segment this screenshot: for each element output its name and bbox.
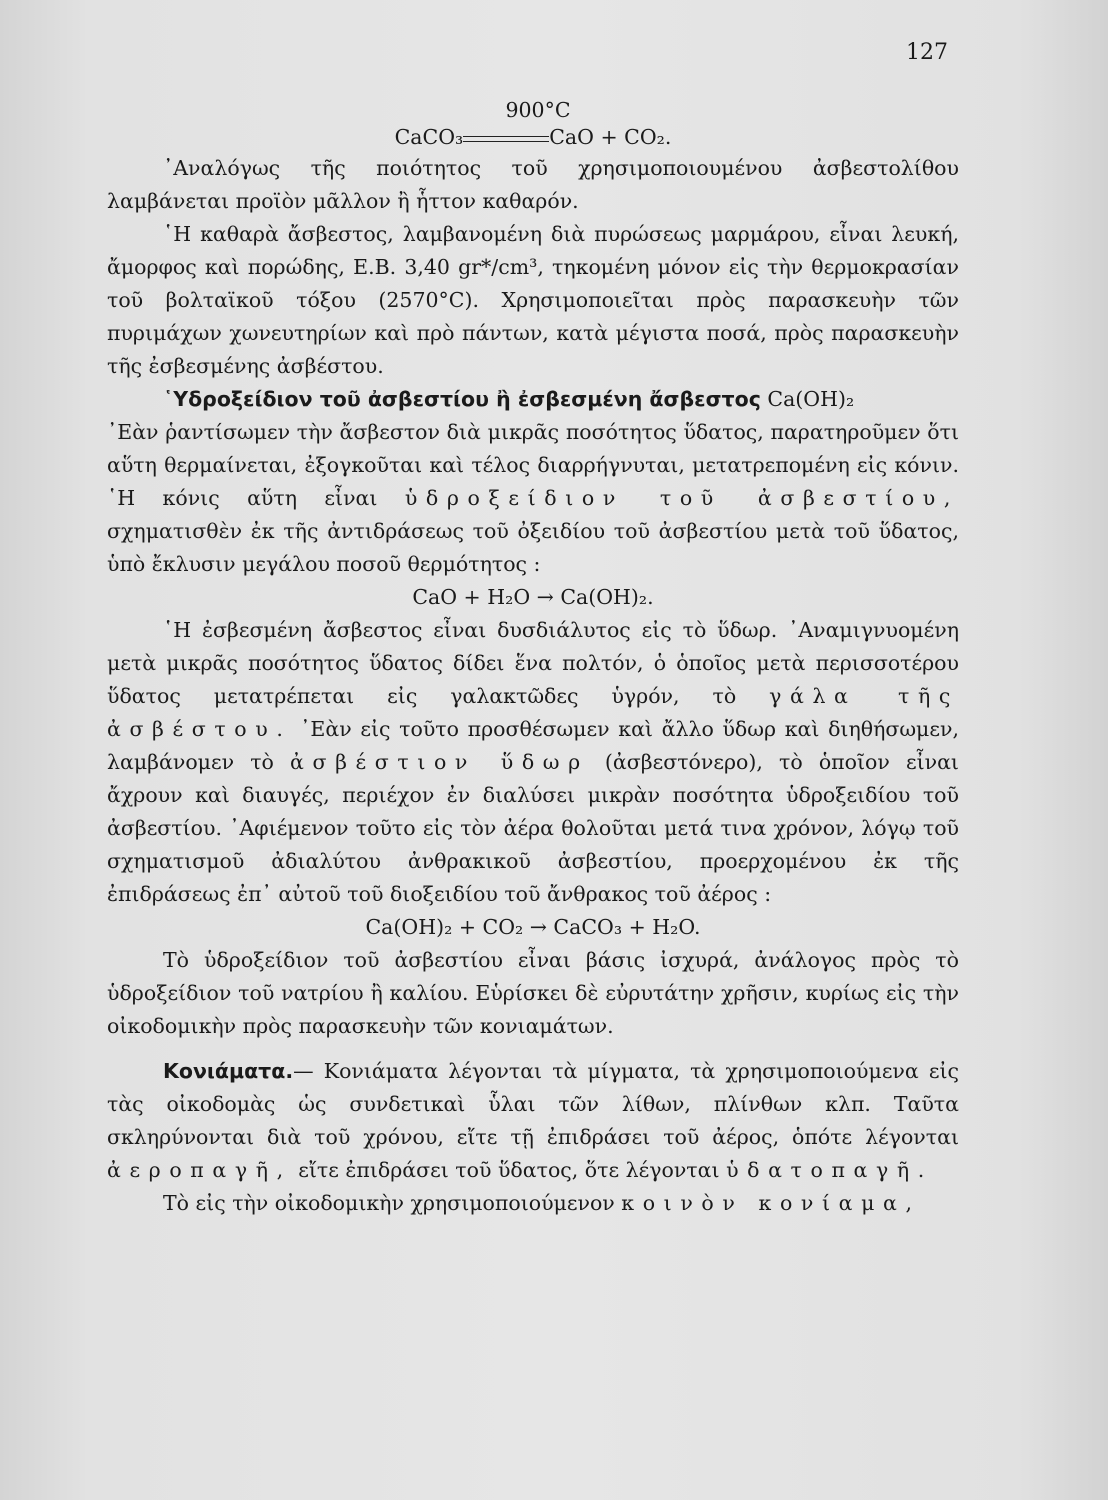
equation-left: CaCO₃ xyxy=(394,125,464,149)
paragraph-purity: ᾿Αναλόγως τῆς ποιότητος τοῦ χρησιμοποιουμένου ἀσβεστολίθου λαμβάνεται προϊὸν μᾶλλον ἢ ἧττον καθαρόν. xyxy=(107,156,959,213)
paragraph-pure-lime: ῾Η καθαρὰ ἄσβεστος, λαμβανομένη διὰ πυρώσεως μαρμάρου, εἶναι λευκή, ἄμορφος καὶ πορώδης, Ε.Β. 3,40 gr*/cm³, τηκομένη μόνον εἰς τὴν θερμοκρασίαν τοῦ βολταϊκοῦ τόξου (2570°C). Χρησιμοποιεῖται πρὸς παρασκευὴν τῶν πυριμάχων χωνευτηρίων καὶ πρὸ πάντων, κατὰ μέγιστα ποσά, πρὸς παρασκευὴν τῆς ἐσβεσμένης ἀσβέστου. xyxy=(107,222,959,378)
heading-formula: Ca(OH)₂ xyxy=(767,387,855,411)
spaced-term-hydroxide: ὑδροξείδιον τοῦ ἀσβεστίου, xyxy=(404,486,959,510)
paragraph-milk-of-lime: ῾Η ἐσβεσμένη ἄσβεστος εἶναι δυσδιάλυτος εἰς τὸ ὕδωρ. ᾿Αναμιγνυομένη μετὰ μικρᾶς ποσότητος ὕδατος δίδει ἕνα πολτόν, ὁ ὁποῖος μετὰ περισσοτέρου ὕδατος μετατρέπεται εἰς γαλακτῶδες ὑγρόν, τὸ γάλα τῆς ἀσβέστου. ᾿Εὰν εἰς τοῦτο προσθέσωμεν καὶ ἄλλο ὕδωρ καὶ διηθήσωμεν, λαμβάνομεν τὸ ἀσβέστιον ὕδωρ (ἀσβεστόνερο), τὸ ὁποῖον εἶναι ἄχρουν καὶ διαυγές, περιέχον ἐν διαλύσει μικρὰν ποσότητα ὑδροξειδίου τοῦ ἀσβεστίου. ᾿Αφιέμενον τοῦτο εἰς τὸν ἀέρα θολοῦται μετά τινα χρόνον, λόγῳ τοῦ σχηματισμοῦ ἀδιαλύτου ἀνθρακικοῦ ἀσβεστίου, προερχομένου ἐκ τῆς ἐπιδράσεως ἐπ᾿ αὐτοῦ τοῦ διοξειδίου τοῦ ἄνθρακος τοῦ ἀέρος : xyxy=(107,618,959,906)
equation-carbonation: Ca(OH)₂ + CO₂ → CaCO₃ + H₂O. xyxy=(365,915,701,939)
equation-right: CaO + CO₂. xyxy=(549,125,672,149)
heading-mortars: Κονιάματα. xyxy=(163,1059,294,1083)
paragraph-mortars: Κονιάματα.— Κονιάματα λέγονται τὰ μίγματα, τὰ χρησιμοποιούμενα εἰς τὰς οἰκοδομὰς ὡς συνδετικαὶ ὗλαι τῶν λίθων, πλίνθων κλπ. Ταῦτα σκληρύνονται διὰ τοῦ χρόνου, εἴτε τῇ ἐπιδράσει τοῦ ἀέρος, ὁπότε λέγονται ἀεροπαγῆ, εἴτε ἐπιδράσει τοῦ ὕδατος, ὅτε λέγονται ὑδατοπαγῆ. xyxy=(107,1059,959,1182)
page-body xyxy=(107,98,959,1220)
reversible-arrow-icon xyxy=(463,133,549,145)
page-number: 127 xyxy=(906,40,948,65)
spaced-term-limewater: ἀσβέστιον ὕδωρ xyxy=(290,750,589,774)
spaced-term-milk: γάλα τῆς ἀσβέστου. xyxy=(107,684,959,741)
paragraph-common-mortar: Τὸ εἰς τὴν οἰκοδομικὴν χρησιμοποιούμενον κοινὸν κονίαμα, xyxy=(163,1191,921,1215)
equation-slaking: CaO + H₂O → Ca(OH)₂. xyxy=(412,585,654,609)
section-heading-slaked-lime xyxy=(107,383,959,416)
spaced-term-hydraulic: ὑδατοπαγῆ. xyxy=(726,1158,933,1182)
heading-title: ῾Υδροξείδιον τοῦ ἀσβεστίου ἢ ἐσβεσμένη ἄσβεστος xyxy=(163,387,761,411)
reaction-temperature: 900°C xyxy=(505,98,571,122)
paragraph-slaking: ᾿Εὰν ῥαντίσωμεν τὴν ἄσβεστον διὰ μικρᾶς ποσότητος ὕδατος, παρατηροῦμεν ὅτι αὕτη θερμαίνεται, ἐξογκοῦται καὶ τέλος διαρρήγνυται, μετατρεπομένη εἰς κόνιν. ῾Η κόνις αὕτη εἶναι ὑδροξείδιον τοῦ ἀσβεστίου, σχηματισθὲν ἐκ τῆς ἀντιδράσεως τοῦ ὀξειδίου τοῦ ἀσβεστίου μετὰ τοῦ ὕδατος, ὑπὸ ἔκλυσιν μεγάλου ποσοῦ θερμότητος : xyxy=(107,420,959,576)
equation-calcination xyxy=(107,122,959,152)
paragraph-strong-base: Τὸ ὑδροξείδιον τοῦ ἀσβεστίου εἶναι βάσις ἰσχυρά, ἀνάλογος πρὸς τὸ ὑδροξείδιον τοῦ νατρίου ἢ καλίου. Εὑρίσκει δὲ εὐρυτάτην χρῆσιν, κυρίως εἰς τὴν οἰκοδομικὴν πρὸς παρασκευὴν τῶν κονιαμάτων. xyxy=(107,948,959,1038)
spaced-term-air-setting: ἀεροπαγῆ, xyxy=(107,1158,292,1182)
spaced-term-common-mortar: κοινὸν κονίαμα, xyxy=(621,1191,921,1215)
